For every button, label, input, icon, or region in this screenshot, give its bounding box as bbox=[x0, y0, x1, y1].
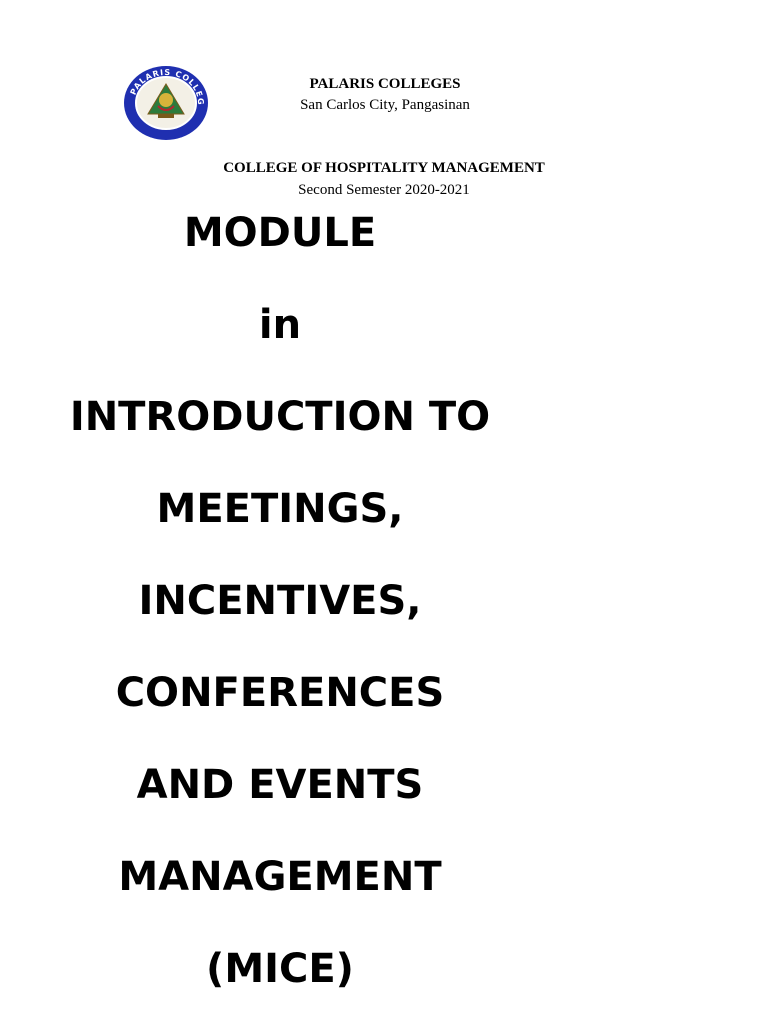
title-line: MANAGEMENT bbox=[118, 854, 442, 900]
school-location: San Carlos City, Pangasinan bbox=[300, 97, 470, 113]
school-name: PALARIS COLLEGES bbox=[309, 76, 461, 92]
title-line: (MICE) bbox=[206, 946, 354, 992]
title-line: AND EVENTS bbox=[136, 762, 424, 808]
title-line: MODULE bbox=[183, 210, 377, 256]
semester-label: Second Semester 2020-2021 bbox=[298, 182, 470, 198]
title-line: INTRODUCTION TO bbox=[69, 394, 491, 440]
title-line: MEETINGS, bbox=[156, 486, 404, 532]
svg-text:PALARIS COLLEGES: PALARIS COLLEG bbox=[128, 67, 206, 106]
title-line: INCENTIVES, bbox=[138, 578, 422, 624]
title-line: CONFERENCES bbox=[115, 670, 445, 716]
title-line: in bbox=[258, 302, 302, 348]
module-title bbox=[40, 208, 520, 1036]
college-name: COLLEGE OF HOSPITALITY MANAGEMENT bbox=[223, 160, 545, 176]
palaris-colleges-seal-logo bbox=[122, 64, 210, 142]
